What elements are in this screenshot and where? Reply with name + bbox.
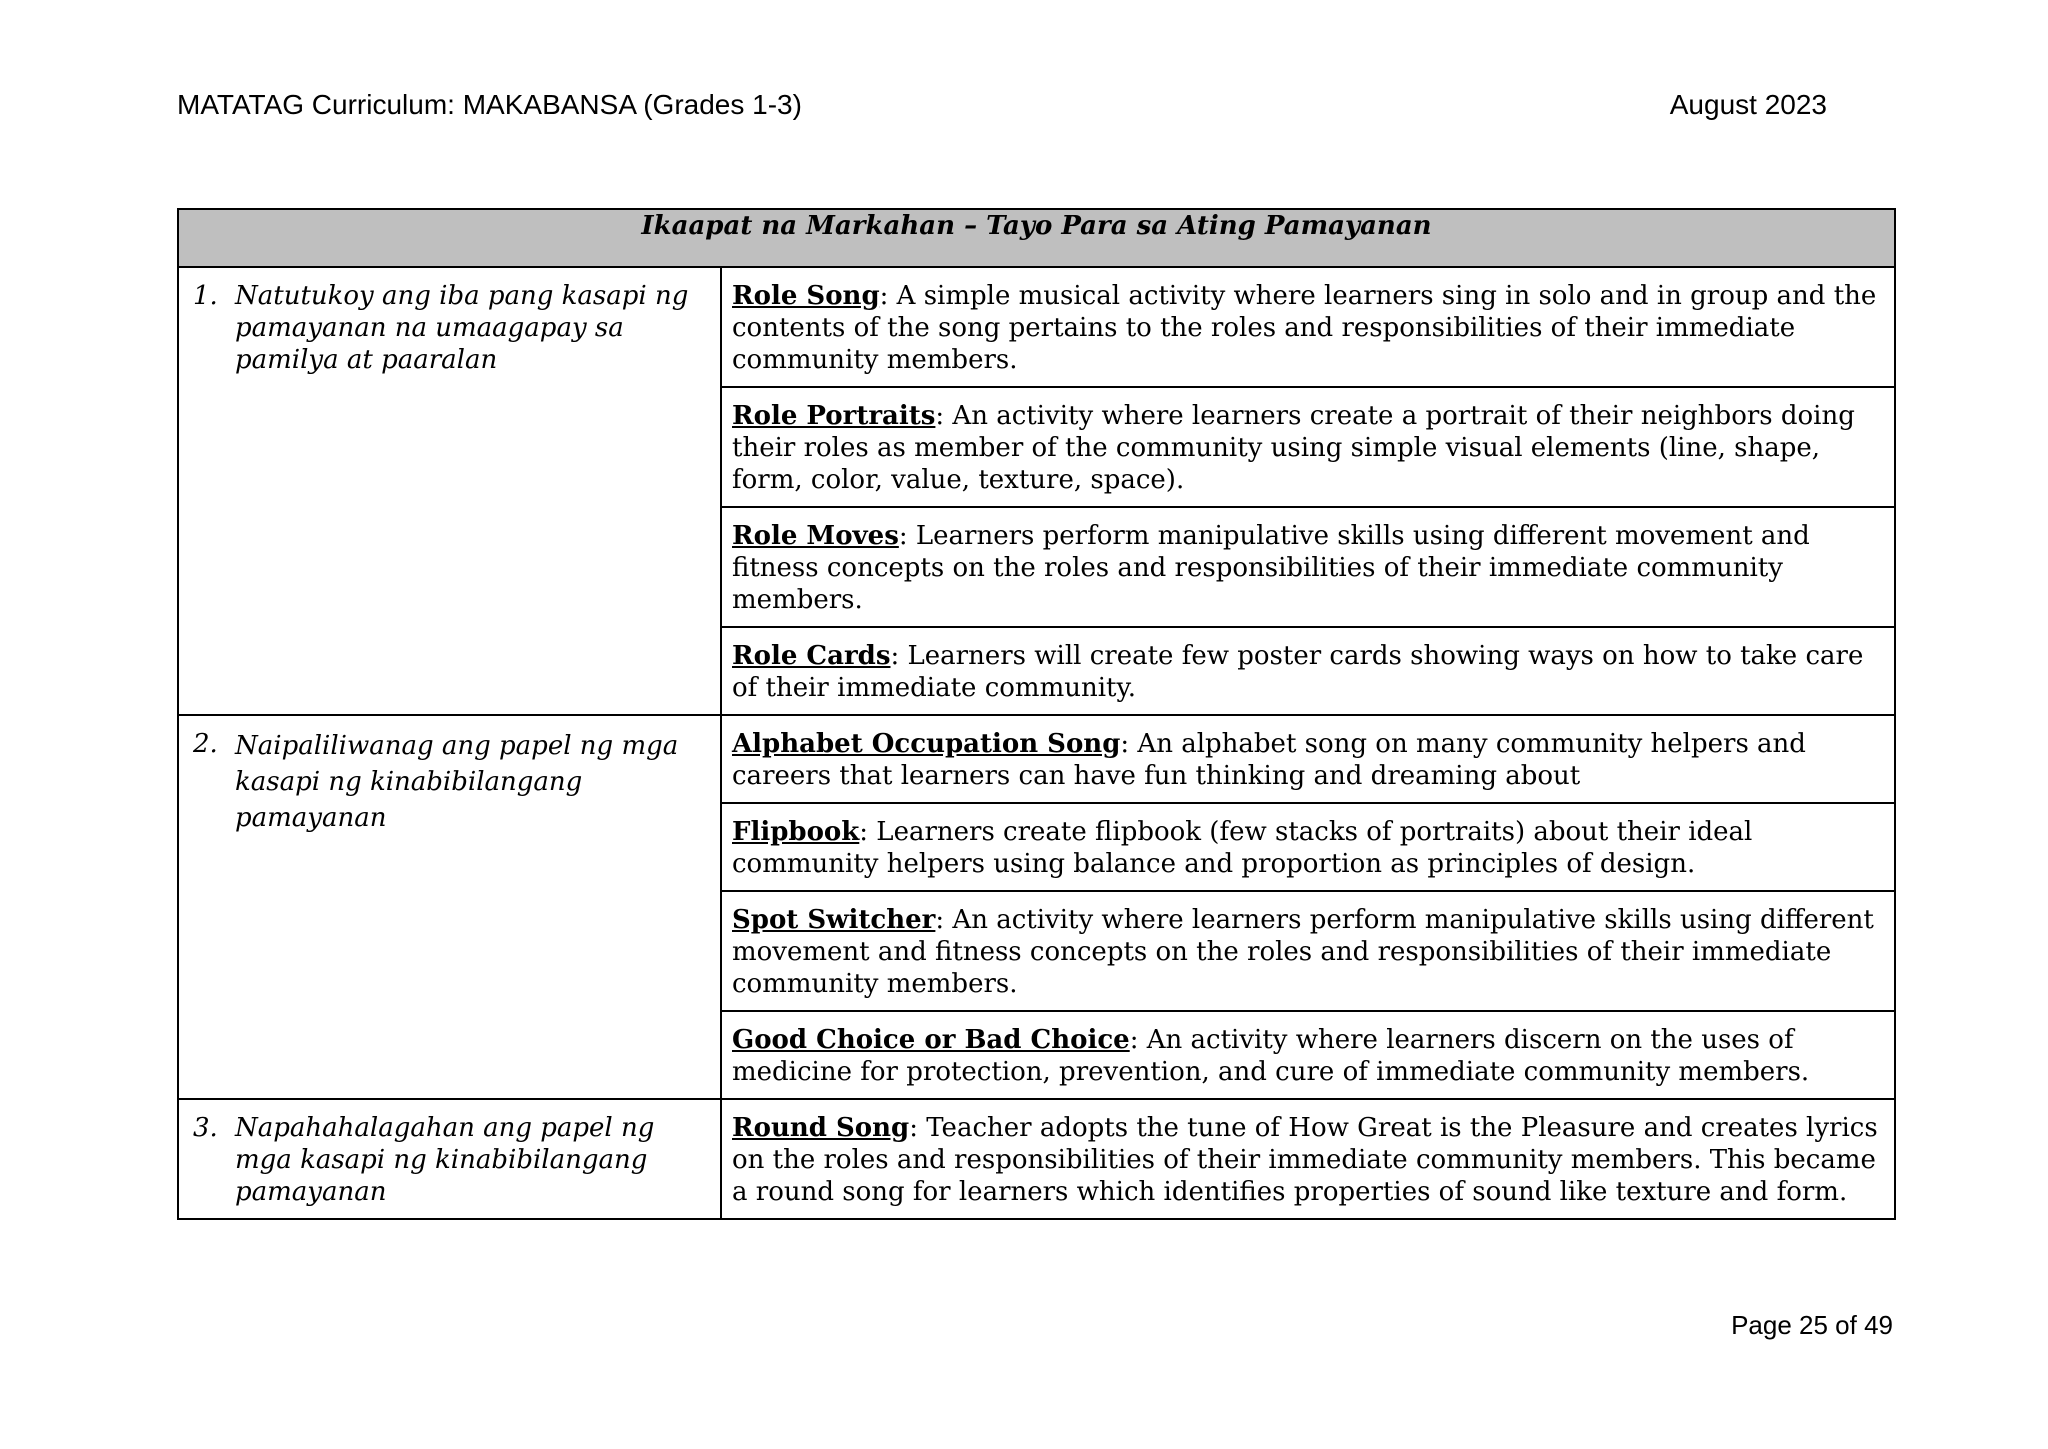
competency-item (193, 728, 706, 836)
activity-description: : Learners create flipbook (few stacks of portraits) about their ideal community helpers using balance and proportion as principles of design. (732, 817, 1753, 879)
competency-text: Naipaliliwanag ang papel ng mga kasapi ng kinabibilangang pamayanan (235, 731, 679, 833)
activity-name: Alphabet Occupation Song (732, 729, 1121, 759)
table-row (178, 715, 1895, 803)
activity-cell (721, 715, 1895, 803)
activity-cell (721, 507, 1895, 627)
table-row (178, 1099, 1895, 1219)
activity-cell (721, 1099, 1895, 1219)
document-header-title: MATATAG Curriculum: MAKABANSA (Grades 1-3) (177, 89, 802, 120)
activity-description: : Learners perform manipulative skills using different movement and fitness concepts on the roles and responsibilities of their immediate community members. (732, 521, 1810, 615)
activity-cell (721, 891, 1895, 1011)
competency-number: 1. (193, 281, 218, 311)
activity-name: Role Song (732, 281, 880, 311)
activity-name: Role Moves (732, 521, 899, 551)
page-number: Page 25 of 49 (1731, 1310, 1893, 1340)
competency-text: Natutukoy ang iba pang kasapi ng pamayanan na umaagapay sa pamilya at paaralan (235, 281, 689, 375)
table-row (178, 267, 1895, 387)
competency-item (193, 1112, 706, 1208)
activity-description: : An activity where learners create a portrait of their neighbors doing their roles as member of the community using simple visual elements (line, shape, form, color, value, texture, space). (732, 401, 1855, 495)
table-title-row (178, 209, 1895, 267)
activity-description: : Learners will create few poster cards showing ways on how to take care of their immediate community. (732, 641, 1864, 703)
competency-cell-2 (178, 715, 721, 1099)
activity-description: : An activity where learners perform manipulative skills using different movement and fitness concepts on the roles and responsibilities of their immediate community members. (732, 905, 1874, 999)
activity-name: Good Choice or Bad Choice (732, 1025, 1130, 1055)
activity-name: Flipbook (732, 817, 860, 847)
competency-text: Napahahalagahan ang papel ng mga kasapi ng kinabibilangang pamayanan (235, 1113, 655, 1207)
activity-name: Round Song (732, 1113, 910, 1143)
competency-cell-3 (178, 1099, 721, 1219)
competency-cell-1 (178, 267, 721, 715)
activity-cell (721, 803, 1895, 891)
activity-name: Role Portraits (732, 401, 936, 431)
competency-item (193, 280, 706, 376)
document-header-date: August 2023 (1669, 89, 1827, 120)
activity-name: Role Cards (732, 641, 891, 671)
activity-cell (721, 267, 1895, 387)
activity-description: : Teacher adopts the tune of How Great is the Pleasure and creates lyrics on the roles and responsibilities of their immediate community members. This became a round song for learners which identifies properties of sound like texture and form. (732, 1113, 1878, 1207)
activity-description: : An activity where learners discern on the uses of medicine for protection, prevention, and cure of immediate community members. (732, 1025, 1810, 1087)
activity-cell (721, 1011, 1895, 1099)
activity-description: : A simple musical activity where learners sing in solo and in group and the contents of the song pertains to the roles and responsibilities of their immediate community members. (732, 281, 1877, 375)
activity-description: : An alphabet song on many community helpers and careers that learners can have fun thinking and dreaming about (732, 729, 1806, 791)
activity-name: Spot Switcher (732, 905, 936, 935)
curriculum-table (177, 208, 1896, 1220)
activity-cell (721, 387, 1895, 507)
quarter-title: Ikaapat na Markahan – Tayo Para sa Ating Pamayanan (178, 209, 1895, 267)
competency-number: 3. (193, 1113, 218, 1143)
activity-cell (721, 627, 1895, 715)
competency-number: 2. (193, 729, 218, 759)
